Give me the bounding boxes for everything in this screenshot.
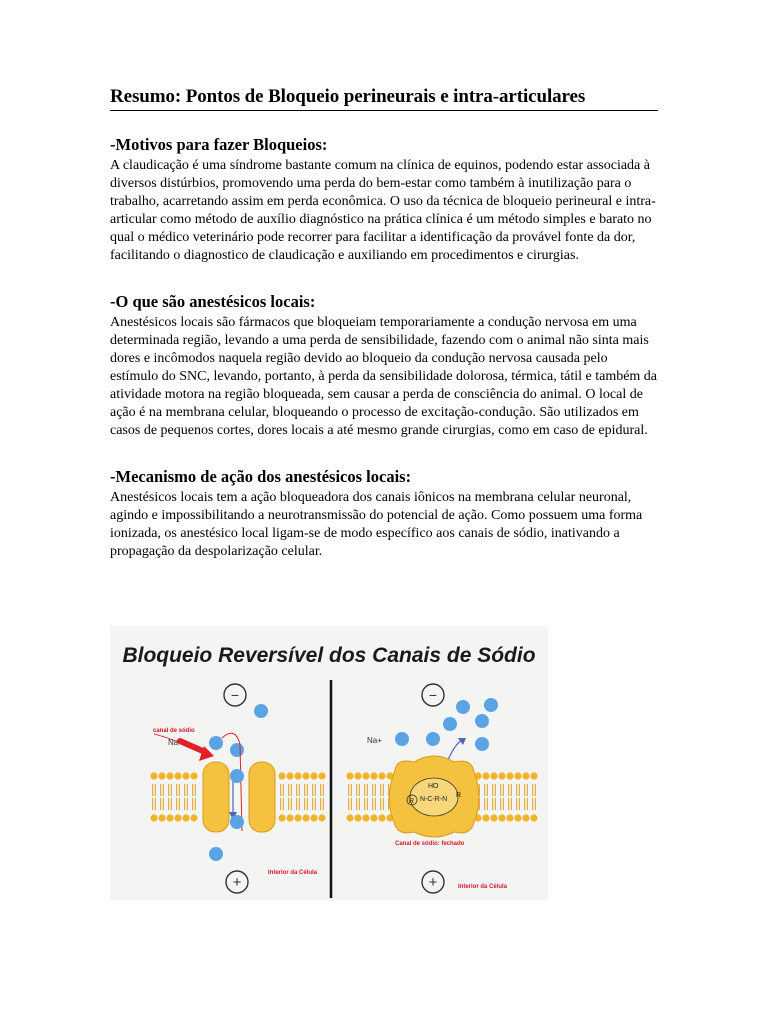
- section-body: Anestésicos locais são fármacos que bloqueiam temporariamente a condução nervosa em uma determinada região, levando a uma perda de sensibilidade, fazendo com o animal não sinta mais dores e incômodos naquela região devido ao bloqueio da condução nervosa causada pelo estímulo do SNC, levando, portanto, à perda da sensibilidade dolorosa, térmica, tátil e também da atividade motora na região bloqueada, sem causar a perda de consciência do animal. O local de ação é na membrana celular, bloqueando o processo de excitação-condução. São utilizados em casos de pequenos cortes, dores locais a até mesmo grande cirurgias, como em caso de epidural.: [110, 315, 658, 438]
- section-mecanismo: [110, 467, 658, 561]
- plus-symbol: +: [428, 874, 438, 891]
- sodium-ion: [209, 847, 223, 861]
- section-heading: -Mecanismo de ação dos anestésicos locais:: [110, 467, 412, 486]
- channel-label: canal de sódio: [153, 728, 195, 734]
- lipid-head: [318, 772, 325, 779]
- figure-svg: [110, 626, 548, 900]
- drug-group-top: HO: [428, 783, 439, 790]
- lipid-head: [370, 814, 377, 821]
- sodium-ion: [230, 743, 244, 757]
- lipid-head: [302, 772, 309, 779]
- minus-symbol: −: [230, 687, 240, 703]
- lipid-head: [362, 772, 369, 779]
- lipid-head: [482, 772, 489, 779]
- document-page: [110, 86, 658, 561]
- sodium-ion: [456, 700, 470, 714]
- lipid-head: [278, 772, 285, 779]
- lipid-head: [310, 772, 317, 779]
- lipid-head: [150, 772, 157, 779]
- interior-label: Interior da Célula: [268, 870, 318, 876]
- ion-label: Na+: [367, 736, 382, 745]
- section-heading: -Motivos para fazer Bloqueios:: [110, 135, 328, 154]
- lipid-head: [182, 814, 189, 821]
- lipid-head: [506, 772, 513, 779]
- lipid-head: [190, 814, 197, 821]
- sodium-ion: [254, 704, 268, 718]
- lipid-head: [318, 814, 325, 821]
- plus-symbol: +: [232, 874, 242, 891]
- section-body: A claudicação é uma síndrome bastante comum na clínica de equinos, podendo estar associada à diversos distúrbios, promovendo uma perda do bem-estar como também à inutilização para o trabalho, acarretando assim em perda econômica. O uso da técnica de bloqueio perineural e intra-articular como método de auxílio diagnóstico na prática clínica é um método simples e barato no qual o médico veterinário pode recorrer para facilitar a identificação da provável fonte da dor, facilitando o diagnostico de claudicação e auxiliando em procedimentos e cirurgias.: [110, 158, 656, 263]
- lipid-head: [174, 772, 181, 779]
- lipid-head: [514, 814, 521, 821]
- lipid-head: [166, 772, 173, 779]
- drug-r-left: R: [409, 798, 415, 805]
- lipid-head: [370, 772, 377, 779]
- lipid-head: [346, 814, 353, 821]
- lipid-head: [286, 772, 293, 779]
- drug-group-middle: N-C-R-N: [420, 796, 448, 803]
- section-motivos: [110, 135, 658, 265]
- lipid-head: [294, 814, 301, 821]
- lipid-head: [522, 772, 529, 779]
- figure-title: Bloqueio Reversível dos Canais de Sódio: [122, 644, 536, 667]
- lipid-head: [166, 814, 173, 821]
- lipid-head: [530, 772, 537, 779]
- lipid-head: [182, 772, 189, 779]
- lipid-head: [294, 772, 301, 779]
- sodium-ion: [230, 815, 244, 829]
- lipid-head: [514, 772, 521, 779]
- lipid-head: [482, 814, 489, 821]
- sodium-ion: [443, 717, 457, 731]
- section-anestesicos: [110, 292, 658, 440]
- document-title: Resumo: Pontos de Bloqueio perineurais e intra-articulares: [110, 86, 658, 111]
- lipid-head: [506, 814, 513, 821]
- lipid-head: [346, 772, 353, 779]
- lipid-head: [498, 814, 505, 821]
- lipid-head: [158, 814, 165, 821]
- figure-background: [110, 626, 548, 900]
- lipid-head: [522, 814, 529, 821]
- lipid-head: [158, 772, 165, 779]
- lipid-head: [310, 814, 317, 821]
- lipid-head: [354, 772, 361, 779]
- ion-label: Na+: [168, 738, 183, 747]
- lipid-head: [190, 772, 197, 779]
- closed-channel-label: Canal de sódio: fechado: [395, 841, 465, 847]
- sodium-ion: [475, 737, 489, 751]
- sodium-ion: [426, 732, 440, 746]
- section-body: Anestésicos locais tem a ação bloqueadora dos canais iônicos na membrana celular neuronal, agindo e impossibilitando a neurotransmissão do potencial de ação. Como possuem uma forma ionizada, os anestésico local ligam-se de modo específico aos canais de sódio, inativando a propagação da despolarização celular.: [110, 490, 643, 559]
- drug-r-right: R: [456, 792, 462, 799]
- lipid-head: [490, 814, 497, 821]
- lipid-head: [302, 814, 309, 821]
- lipid-head: [378, 772, 385, 779]
- sodium-ion: [209, 736, 223, 750]
- sodium-ion: [230, 769, 244, 783]
- lipid-head: [530, 814, 537, 821]
- minus-symbol: −: [428, 687, 438, 703]
- lipid-head: [150, 814, 157, 821]
- interior-label: Interior da Célula: [458, 884, 508, 890]
- lipid-head: [278, 814, 285, 821]
- sodium-ion: [484, 698, 498, 712]
- lipid-head: [498, 772, 505, 779]
- channel-protein-right: [249, 762, 275, 832]
- section-heading: -O que são anestésicos locais:: [110, 292, 316, 311]
- lipid-head: [362, 814, 369, 821]
- lipid-head: [286, 814, 293, 821]
- sodium-ion: [395, 732, 409, 746]
- lipid-head: [174, 814, 181, 821]
- lipid-head: [378, 814, 385, 821]
- sodium-channel-figure: [110, 626, 548, 900]
- sodium-ion: [475, 714, 489, 728]
- lipid-head: [354, 814, 361, 821]
- lipid-head: [490, 772, 497, 779]
- channel-protein-left: [203, 762, 229, 832]
